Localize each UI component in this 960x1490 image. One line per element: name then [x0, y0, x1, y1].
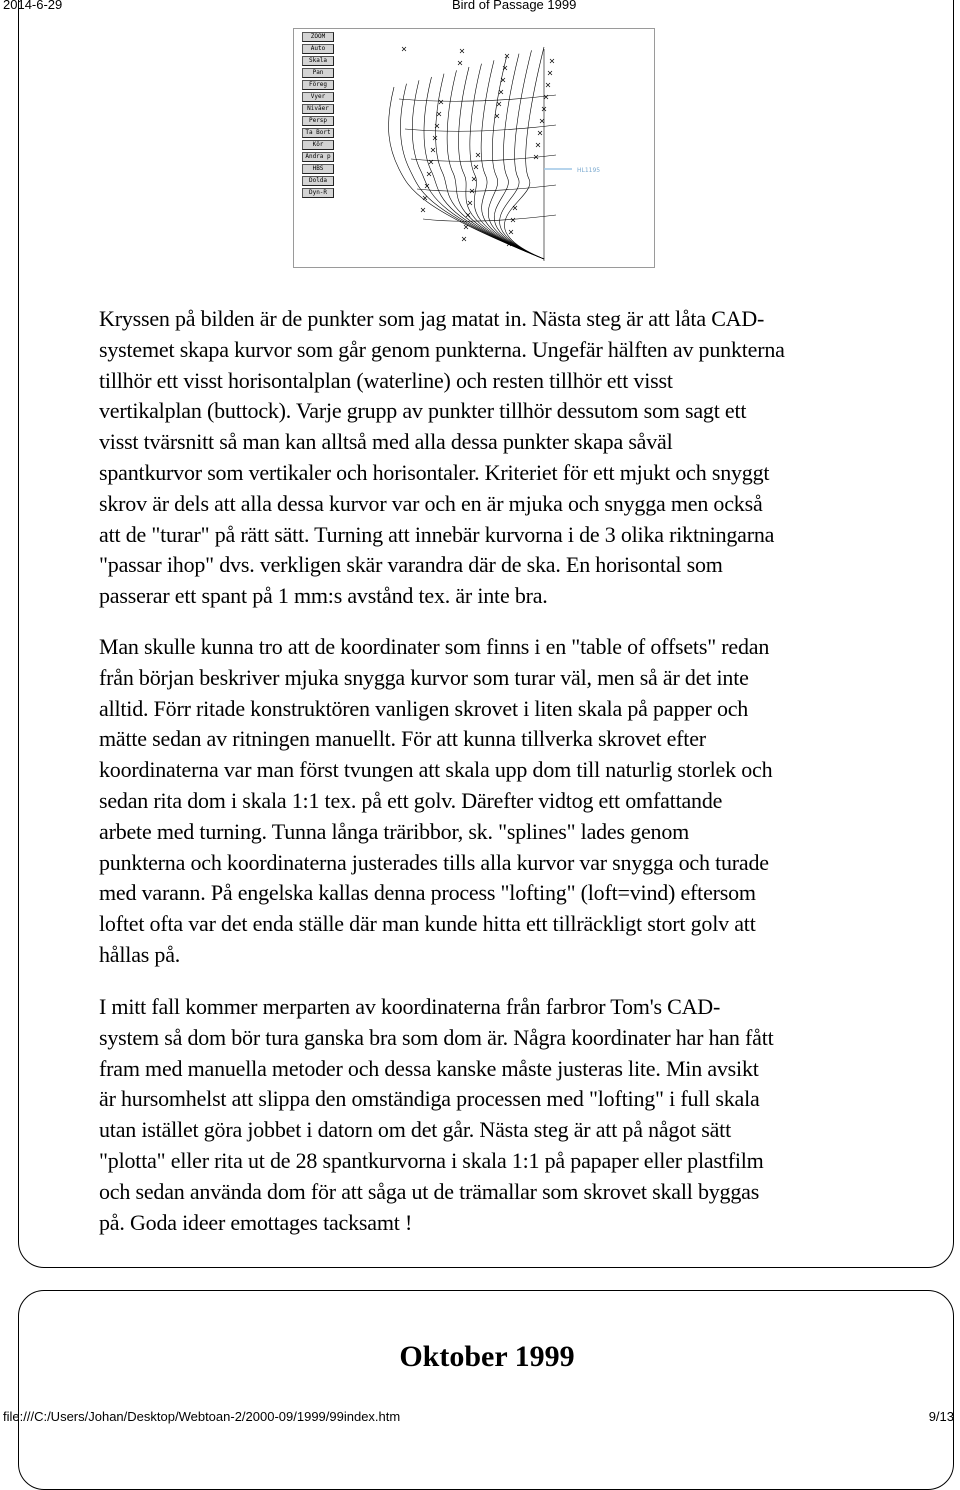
offset-point	[474, 165, 478, 169]
offset-point	[509, 230, 513, 234]
offset-point	[423, 196, 427, 200]
offset-point	[437, 112, 441, 116]
text-line: spantkurvor som vertikaler och horisontaler. Kriteriet för ett mjukt och snyggt	[99, 459, 770, 485]
marker-label: HL1195	[577, 167, 601, 174]
text-line: system så dom bör tura ganska bra som dom är. Några koordinater har han fått	[99, 1024, 774, 1050]
section-curve	[447, 70, 544, 259]
text-line: visst tvärsnitt så man kan alltså med alla dessa punkter skapa såväl	[99, 429, 673, 455]
text-line: koordinaterna var man först tvungen att skala upp dom till naturlig storlek och	[99, 757, 773, 783]
paragraph-3	[99, 992, 929, 1238]
cad-screenshot	[293, 28, 655, 268]
cad-button[interactable]: Auto	[302, 44, 334, 54]
offset-point	[495, 114, 499, 118]
text-line: loftet ofta var det enda ställe där man kunde hitta ett tillräckligt stort golv att	[99, 911, 756, 937]
hull-section-curves	[389, 47, 556, 261]
offset-point	[431, 148, 435, 152]
offset-point	[501, 78, 505, 82]
text-line: passerar ett spant på 1 mm:s avstånd tex. är inte bra.	[99, 583, 548, 609]
text-line: I mitt fall kommer merparten av koordinaterna från farbror Tom's CAD-	[99, 994, 721, 1019]
section-curve	[504, 47, 544, 259]
text-line: Kryssen på bilden är de punkter som jag matat in. Nästa steg är att låta CAD-	[99, 306, 765, 331]
cad-button[interactable]: Nivåer	[302, 104, 334, 114]
print-title: Bird of Passage 1999	[452, 0, 577, 12]
text-line: hållas på.	[99, 941, 181, 967]
offset-point	[536, 143, 540, 147]
text-line: punkterna och koordinaterna justerades tills alla kurvor var snygga och turade	[99, 849, 769, 875]
text-line: utan istället göra jobbet i datorn om det går. Nästa steg är att på något sätt	[99, 1117, 731, 1143]
text-line: "plotta" eller rita ut de 28 spantkurvorna i skala 1:1 på papaper eller plastfilm	[99, 1147, 764, 1173]
offset-point	[439, 100, 443, 104]
cad-button[interactable]: ZOOM	[302, 32, 334, 42]
offset-point	[540, 119, 544, 123]
cad-button[interactable]: Föreg	[302, 80, 334, 90]
offset-point	[464, 225, 468, 229]
waterline-curve	[405, 125, 556, 131]
text-line: med varann. På engelska kallas denna process "lofting" (loft=vind) eftersom	[99, 880, 756, 906]
offset-point	[511, 218, 515, 222]
offset-point	[460, 49, 464, 53]
offset-point	[546, 83, 550, 87]
page-number: 9/13	[928, 1409, 954, 1424]
section-curve	[500, 50, 544, 259]
offset-point	[505, 54, 509, 58]
paragraph-1	[99, 304, 929, 612]
offset-point	[462, 237, 466, 241]
text-line: är hursomhelst att slippa den omständiga processen med "lofting" i full skala	[99, 1086, 760, 1112]
section-curve	[412, 80, 544, 259]
cad-button[interactable]: Dolda	[302, 176, 334, 186]
text-line: skrov är dels att alla dessa kurvor var och en är mjuka och snygga men också	[99, 490, 763, 516]
text-line: systemet skapa kurvor som går genom punkterna. Ungefär hälften av punkterna	[99, 336, 785, 362]
cad-button[interactable]: Skala	[302, 56, 334, 66]
text-line: mätte sedan av ritningen manuellt. För att kunna tillverka skrovet efter	[99, 726, 706, 752]
cad-button[interactable]: Ändra p	[302, 152, 334, 162]
cad-button[interactable]: Pan	[302, 68, 334, 78]
offset-point	[402, 47, 406, 51]
next-section-box	[18, 1290, 954, 1490]
offset-point	[458, 61, 462, 65]
print-date: 2014-6-29	[3, 0, 63, 12]
text-line: "passar ihop" dvs. verkligen skär varandra där de ska. En horisontal som	[99, 552, 723, 578]
section-curve	[488, 57, 544, 259]
paragraph-2	[99, 632, 929, 971]
offset-point	[513, 206, 517, 210]
offset-point	[497, 102, 501, 106]
cad-button[interactable]: Dyn-R	[302, 188, 334, 198]
cad-button[interactable]: Vyer	[302, 92, 334, 102]
text-line: Man skulle kunna tro att de koordinater som finns i en "table of offsets" redan	[99, 634, 770, 659]
offset-point	[427, 172, 431, 176]
offset-point	[499, 90, 503, 94]
text-line: tillhör ett visst horisontalplan (waterline) och resten tillhör ett visst	[99, 367, 673, 393]
cad-button[interactable]: Ta Bort	[302, 128, 334, 138]
offset-point	[433, 136, 437, 140]
cad-button[interactable]: Persp	[302, 116, 334, 126]
section-heading: Oktober 1999	[399, 1340, 575, 1373]
file-path: file:///C:/Users/Johan/Desktop/Webtoan-2/2000-09/1999/99index.htm	[3, 1409, 401, 1424]
print-footer	[0, 1407, 960, 1426]
offset-point	[548, 71, 552, 75]
offset-point	[550, 59, 554, 63]
offset-point	[476, 153, 480, 157]
text-line: fram med manuella metoder och dessa kanske måste justeras lite. Min avsikt	[99, 1055, 759, 1081]
text-line: och sedan använda dom för att såga ut de trämallar som skrovet skall byggas	[99, 1178, 760, 1204]
text-line: vertikalplan (buttock). Varje grupp av punkter tillhör dessutom som sagt ett	[99, 398, 747, 424]
offset-point	[466, 213, 470, 217]
offset-point	[472, 177, 476, 181]
text-line: arbete med turning. Tunna långa träribbor, sk. "splines" lades genom	[99, 818, 690, 844]
offset-point	[468, 201, 472, 205]
text-line: att de "turar" på rätt sätt. Turning att innebär kurvorna i de 3 olika riktningarna	[99, 521, 775, 547]
cad-button[interactable]: Kör	[302, 140, 334, 150]
offset-point	[538, 131, 542, 135]
cad-button[interactable]: HBS	[302, 164, 334, 174]
offset-point	[421, 208, 425, 212]
hull-body-plan	[294, 29, 654, 267]
text-line: alltid. Förr ritade konstruktören vanligen skrovet i liten skala på papper och	[99, 695, 749, 721]
text-line: på. Goda ideer emottages tacksamt !	[99, 1209, 413, 1235]
text-line: sedan rita dom i skala 1:1 tex. på ett golv. Därefter vidtog ett omfattande	[99, 787, 723, 813]
section-curve	[389, 87, 544, 259]
offset-point	[544, 95, 548, 99]
text-line: från början beskriver mjuka snygga kurvor som turar väl, men så är det inte	[99, 664, 749, 690]
